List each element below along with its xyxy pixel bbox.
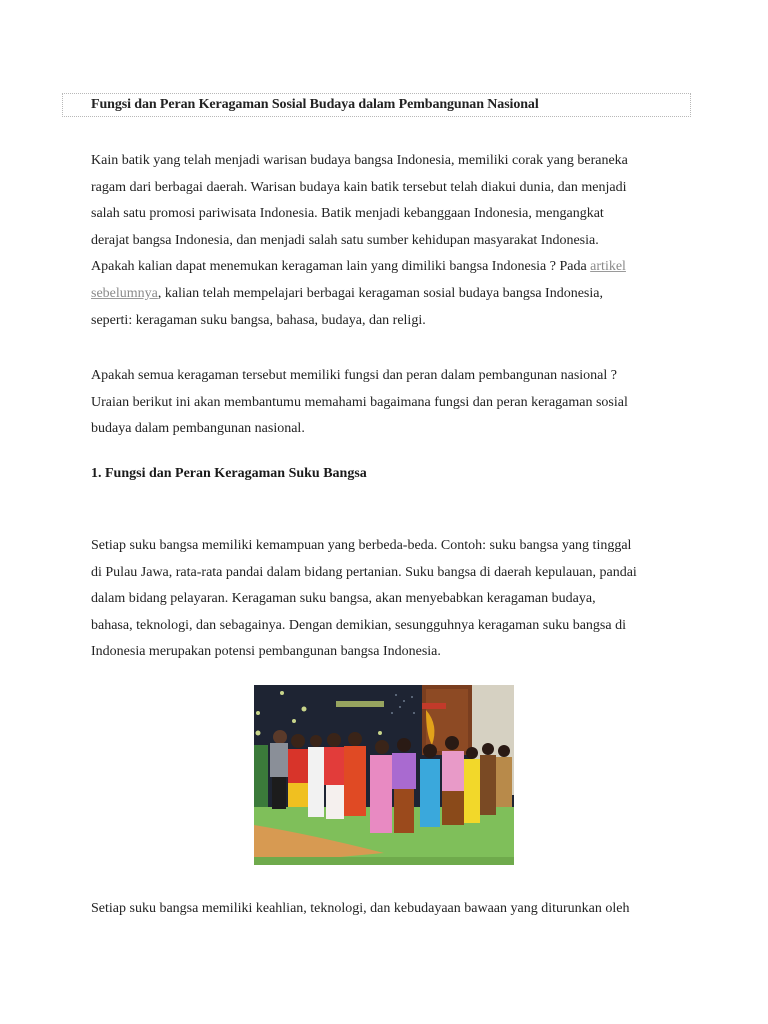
text-line: bahasa, teknologi, dan sebagainya. Dengan demikian, sesungguhnya keragaman suku bangsa di — [91, 617, 626, 633]
text-line: Setiap suku bangsa memiliki keahlian, teknologi, dan kebudayaan bawaan yang diturunkan oleh — [91, 901, 630, 916]
text-line — [91, 254, 691, 281]
text-line: di Pulau Jawa, rata-rata pandai dalam bidang pertanian. Suku bangsa di daerah kepulauan, pandai — [91, 564, 637, 580]
section-heading-suku-bangsa: 1. Fungsi dan Peran Keragaman Suku Bangsa — [91, 466, 367, 481]
paragraph-intro — [91, 148, 691, 334]
text-line: derajat bangsa Indonesia, dan menjadi salah satu sumber kehidupan masyarakat Indonesia. — [91, 232, 599, 248]
text-line: dalam bidang pelayaran. Keragaman suku bangsa, akan menyebabkan keragaman budaya, — [91, 591, 596, 607]
text-line: salah satu promosi pariwisata Indonesia. Batik menjadi kebanggaan Indonesia, mengangkat — [91, 206, 604, 222]
text-segment: , kalian telah mempelajari berbagai keragaman sosial budaya bangsa Indonesia, — [157, 285, 603, 301]
paragraph-keahlian — [91, 896, 691, 923]
text-line: seperti: keragaman suku bangsa, bahasa, budaya, dan religi. — [91, 312, 426, 328]
text-line: budaya dalam pembangunan nasional. — [91, 421, 305, 437]
paragraph-question — [91, 363, 691, 443]
link-artikel-sebelumnya-part2[interactable]: sebelumnya — [91, 285, 158, 301]
text-line: ragam dari berbagai daerah. Warisan budaya kain batik tersebut telah diakui dunia, dan menjadi — [91, 179, 627, 195]
text-line — [91, 281, 691, 308]
text-line: Uraian berikut ini akan membantumu memahami bagaimana fungsi dan peran keragaman sosial — [91, 394, 628, 410]
text-line: Kain batik yang telah menjadi warisan budaya bangsa Indonesia, memiliki corak yang beraneka — [91, 153, 628, 168]
children-costume-photo — [254, 685, 514, 865]
text-line: Apakah semua keragaman tersebut memiliki fungsi dan peran dalam pembangunan nasional ? — [91, 368, 617, 383]
text-line: Indonesia merupakan potensi pembangunan bangsa Indonesia. — [91, 644, 441, 660]
paragraph-suku-bangsa — [91, 533, 691, 666]
text-segment: Apakah kalian dapat menemukan keragaman lain yang dimiliki bangsa Indonesia ? Pada — [91, 259, 591, 275]
link-artikel-sebelumnya-part1[interactable]: artikel — [590, 259, 626, 275]
document-title-box — [62, 93, 691, 117]
text-line: Setiap suku bangsa memiliki kemampuan yang berbeda-beda. Contoh: suku bangsa yang tinggal — [91, 538, 632, 553]
document-title: Fungsi dan Peran Keragaman Sosial Budaya dalam Pembangunan Nasional — [91, 97, 539, 112]
